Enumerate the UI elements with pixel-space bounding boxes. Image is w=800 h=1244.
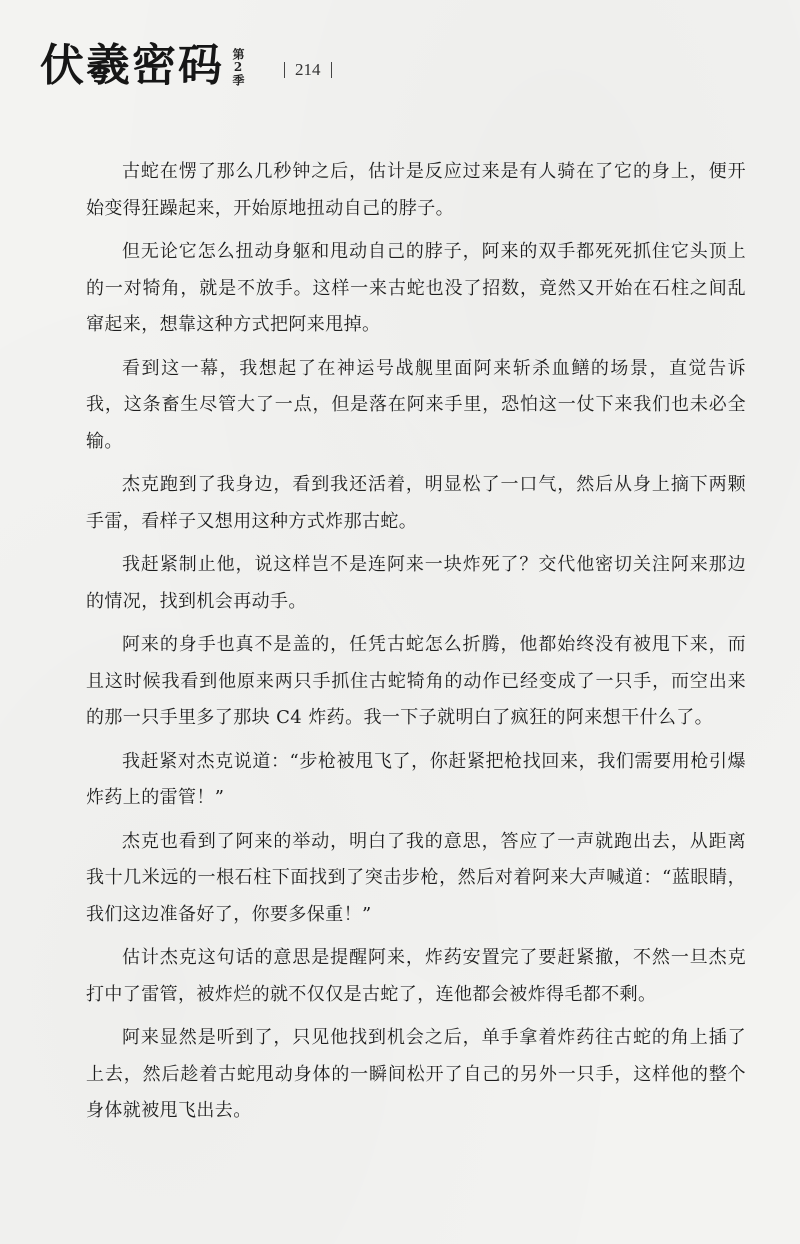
- paragraph: 杰克也看到了阿来的举动，明白了我的意思，答应了一声就跑出去，从距离我十几米远的一根石柱下面找到了突击步枪，然后对着阿来大声喊道：“蓝眼睛，我们这边准备好了，你要多保重！”: [86, 830, 746, 925]
- page-number: 214: [295, 60, 321, 79]
- body-text: [86, 154, 746, 1137]
- book-title: 伏羲密码: [40, 40, 224, 91]
- page-header: [40, 36, 342, 106]
- paragraph: 古蛇在愣了那么几秒钟之后，估计是反应过来是有人骑在了它的身上，便开始变得狂躁起来，开始原地扭动自己的脖子。: [86, 161, 746, 219]
- paragraph: 但无论它怎么扭动身躯和甩动自己的脖子，阿来的双手都死死抓住它头顶上的一对犄角，就是不放手。这样一来古蛇也没了招数，竟然又开始在石柱之间乱窜起来，想靠这种方式把阿来甩掉。: [86, 241, 746, 335]
- paragraph: 杰克跑到了我身边，看到我还活着，明显松了一口气，然后从身上摘下两颗手雷，看样子又想用这种方式炸那古蛇。: [86, 474, 746, 532]
- paragraph: 看到这一幕，我想起了在神运号战舰里面阿来斩杀血鳝的场景，直觉告诉我，这条畜生尽管大了一点，但是落在阿来手里，恐怕这一仗下来我们也未必全输。: [86, 357, 746, 452]
- season-label: 第2季: [231, 48, 245, 86]
- paragraph: 估计杰克这句话的意思是提醒阿来，炸药安置完了要赶紧撤，不然一旦杰克打中了雷管，被炸烂的就不仅仅是古蛇了，连他都会被炸得毛都不剩。: [86, 947, 746, 1005]
- page-number-left-bar: [284, 62, 285, 78]
- paragraph: 我赶紧制止他，说这样岂不是连阿来一块炸死了？交代他密切关注阿来那边的情况，找到机会再动手。: [86, 554, 746, 612]
- paragraph: 阿来显然是听到了，只见他找到机会之后，单手拿着炸药往古蛇的角上插了上去，然后趁着古蛇甩动身体的一瞬间松开了自己的另外一只手，这样他的整个身体就被甩飞出去。: [86, 1027, 746, 1121]
- page-number-box: [274, 60, 342, 80]
- paragraph: 阿来的身手也真不是盖的，任凭古蛇怎么折腾，他都始终没有被甩下来，而且这时候我看到他原来两只手抓住古蛇犄角的动作已经变成了一只手，而空出来的那一只手里多了那块 C4 炸药。我一下子就明白了疯狂的阿来想干什么了。: [86, 634, 746, 728]
- paragraph: 我赶紧对杰克说道：“步枪被甩飞了，你赶紧把枪找回来，我们需要用枪引爆炸药上的雷管！”: [86, 750, 746, 808]
- page-number-right-bar: [331, 62, 332, 78]
